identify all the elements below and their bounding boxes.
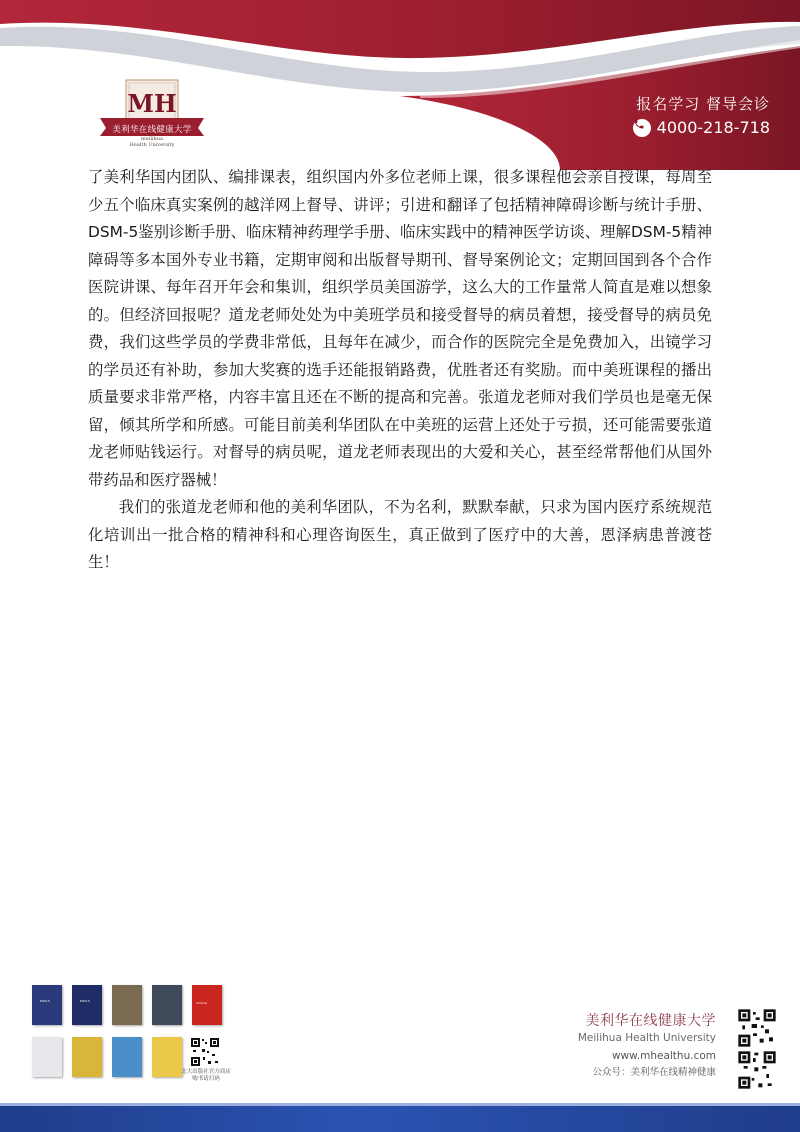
qr-code — [190, 1037, 220, 1067]
logo-ribbon-text: 美利华在线健康大学 — [112, 125, 192, 135]
header-phone — [633, 118, 770, 137]
phone-number: 4000-218-718 — [656, 118, 770, 137]
book-cover-label: DSM-5 — [80, 999, 90, 1003]
book-cover — [112, 1037, 142, 1077]
book-cover-label: DSM-5 — [40, 999, 50, 1003]
org-name: 美利华在线健康大学 — [585, 1013, 716, 1029]
page-header — [0, 0, 800, 170]
qr-code-wechat — [737, 1050, 777, 1090]
footer-bar — [0, 1106, 800, 1132]
book-cover — [72, 985, 102, 1025]
book-covers-gallery — [30, 985, 240, 1085]
book-cover — [72, 1037, 102, 1077]
website-link[interactable]: www.mhealthu.com — [611, 1050, 716, 1062]
phone-icon — [633, 119, 651, 137]
article-body — [88, 164, 712, 577]
logo-initials: MH — [127, 89, 177, 118]
article-paragraph-1: 了美利华国内团队、编排课表，组织国内外多位老师上课，很多课程他会亲自授课，每周至少五个临床真实案例的越洋网上督导、讲评；引进和翻译了包括精神障碍诊断与统计手册、DSM-5鉴别诊断手册、临床精神药理学手册、临床实践中的精神医学访谈、理解DSM-5精神障碍等多本国外专业书籍，定期审阅和出版督导期刊、督导案例论文；定期回国到各个合作医院讲课、每年召开年会和集训，组织学员美国游学，这么大的工作量常人简直是难以想象的。但经济回报呢？道龙老师处处为中美班学员和接受督导的病员着想，接受督导的病员免费，我们这些学员的学费非常低，且每年在减少，而合作的医院完全是免费加入，出镜学习的学员还有补助，参加大奖赛的选手还能报销路费，优胜者还有奖励。而中美班课程的播出质量要求非常严格，内容丰富且还在不断的提高和完善。张道龙老师对我们学员也是毫无保留，倾其所学和所感。可能目前美利华团队在中美班的运营上还处于亏损，还可能需要张道龙老师贴钱运行。对督导的病员呢，道龙老师表现出的大爱和关心，甚至经常帮他们从国外带药品和医疗器械！ — [88, 168, 712, 489]
wechat-account: 公众号：美利华在线精神健康 — [592, 1067, 716, 1078]
book-cover — [32, 985, 62, 1025]
book-cover — [112, 985, 142, 1025]
org-name-en: Meilihua Health University — [577, 1032, 716, 1044]
article-paragraph-2: 我们的张道龙老师和他的美利华团队，不为名利，默默奉献，只求为国内医疗系统规范化培训出一批合格的精神科和心理咨询医生，真正做到了医疗中的大善，恩泽病患普渡苍生！ — [88, 498, 712, 571]
book-cover — [32, 1037, 62, 1077]
book-cover — [152, 1037, 182, 1077]
footer-contact — [578, 1010, 716, 1078]
qr-code-website — [737, 1008, 777, 1048]
book-cover — [152, 985, 182, 1025]
university-logo — [96, 76, 208, 166]
header-slogan: 报名学习 督导会诊 — [636, 95, 770, 113]
logo-subtitle-line1: meilihua — [141, 136, 163, 142]
logo-subtitle-line2: Health University — [129, 142, 175, 148]
book-cover-label: Clinical — [196, 1001, 207, 1005]
book-cover — [192, 985, 222, 1025]
qr-caption: 北大出版社官方商店购书请扫码 — [181, 1069, 231, 1082]
logo-subtitle — [96, 136, 208, 148]
